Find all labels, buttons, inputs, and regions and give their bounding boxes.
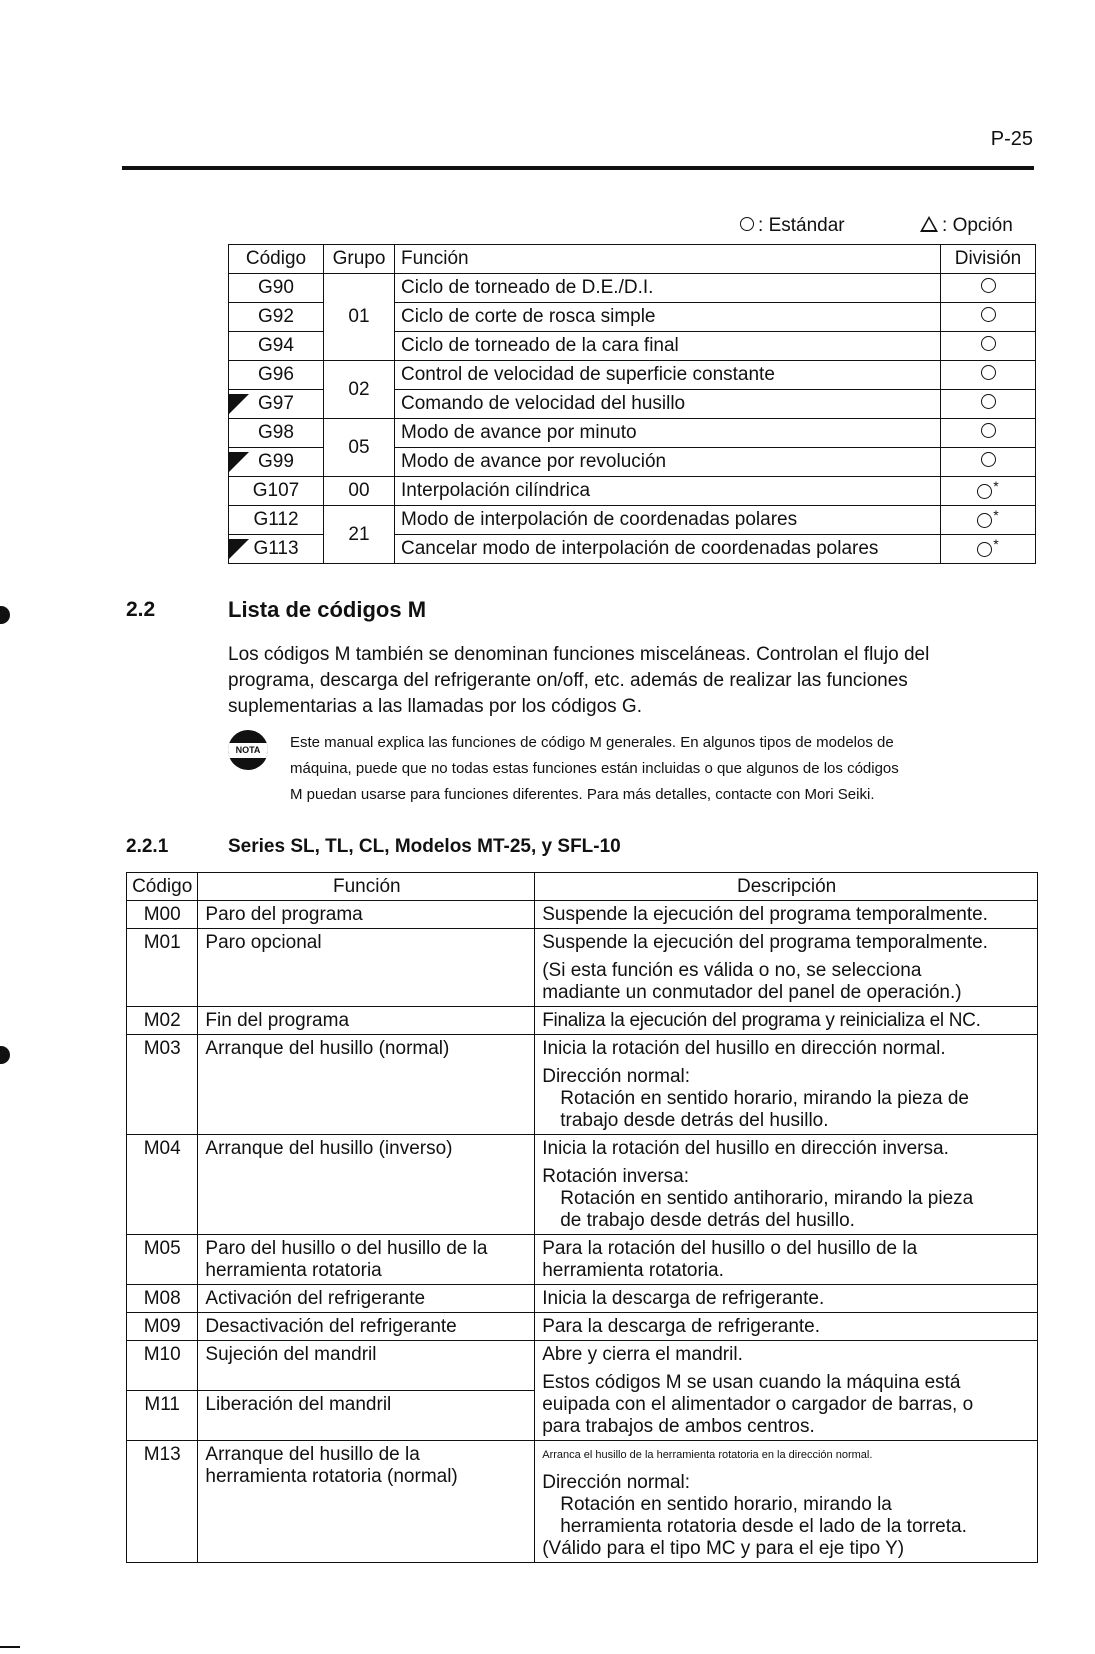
standard-circle-icon <box>981 394 996 409</box>
m-description: Para la descarga de refrigerante. <box>535 1313 1038 1341</box>
standard-circle-icon <box>981 365 996 380</box>
standard-circle-icon <box>981 423 996 438</box>
m-description: Suspende la ejecución del programa temporalmente. <box>535 901 1038 929</box>
g-division <box>941 506 1036 535</box>
g-function: Modo de interpolación de coordenadas polares <box>395 506 941 535</box>
m-code: M02 <box>127 1007 198 1035</box>
division-note-star: * <box>993 535 999 552</box>
header-description: Descripción <box>535 873 1038 901</box>
m-code: M01 <box>127 929 198 1007</box>
m-function: Sujeción del mandril <box>198 1341 535 1391</box>
note-line: M puedan usarse para funciones diferentes. Para más detalles, contacte con Mori Seiki. <box>290 786 875 803</box>
m-code-table <box>126 872 1038 1563</box>
m-function: Paro del husillo o del husillo de la herramienta rotatoria <box>198 1235 535 1285</box>
scan-hole-mark <box>0 606 10 624</box>
m-description: Suspende la ejecución del programa temporalmente. (Si esta función es válida o no, se selecciona madiante un conmutador del panel de operación.) <box>535 929 1038 1007</box>
g-code: G107 <box>229 477 324 506</box>
m-code: M03 <box>127 1035 198 1135</box>
table-row <box>127 1313 1038 1341</box>
initial-state-marker-icon <box>229 539 249 559</box>
g-division <box>941 477 1036 506</box>
m-function: Paro del programa <box>198 901 535 929</box>
g-function: Control de velocidad de superficie constante <box>395 361 941 390</box>
intro-line: suplementarias a las llamadas por los códigos G. <box>228 696 642 717</box>
g-code: G99 <box>258 451 294 472</box>
subsection-number: 2.2.1 <box>126 836 169 857</box>
g-code: G96 <box>229 361 324 390</box>
g-group: 02 <box>324 361 395 419</box>
legend-option: : Opción <box>920 215 1013 237</box>
initial-state-marker-icon <box>229 394 249 414</box>
g-division <box>941 274 1036 303</box>
table-row <box>127 1135 1038 1235</box>
m-description: Inicia la descarga de refrigerante. <box>535 1285 1038 1313</box>
standard-circle-icon <box>981 278 996 293</box>
standard-circle-icon <box>981 452 996 467</box>
subsection-title: Series SL, TL, CL, Modelos MT-25, y SFL-10 <box>228 836 621 857</box>
g-code-table <box>228 244 1036 564</box>
m-code: M09 <box>127 1313 198 1341</box>
g-code: G90 <box>229 274 324 303</box>
division-note-star: * <box>993 506 999 523</box>
g-code-cell <box>229 390 324 419</box>
note-line: máquina, puede que no todas estas funciones están incluidas o que algunos de los códigos <box>290 760 899 777</box>
note-line: Este manual explica las funciones de código M generales. En algunos tipos de modelos de <box>290 734 894 751</box>
intro-line: programa, descarga del refrigerante on/off, etc. además de realizar las funciones <box>228 670 908 691</box>
table-row <box>127 929 1038 1007</box>
standard-circle-icon <box>977 542 992 557</box>
page-number: P-25 <box>990 128 1033 150</box>
m-code: M04 <box>127 1135 198 1235</box>
m-function: Desactivación del refrigerante <box>198 1313 535 1341</box>
table-row <box>127 1341 1038 1391</box>
m-description: Finaliza la ejecución del programa y reinicializa el NC. <box>535 1007 1038 1035</box>
header-rule <box>122 166 1034 170</box>
g-division <box>941 361 1036 390</box>
table-row <box>229 361 1036 390</box>
table-row <box>127 1285 1038 1313</box>
legend-standard: : Estándar <box>740 215 845 237</box>
table-row <box>127 1441 1038 1563</box>
g-function: Modo de avance por revolución <box>395 448 941 477</box>
table-header-row <box>229 245 1036 274</box>
section-title: Lista de códigos M <box>228 597 427 622</box>
m-function: Activación del refrigerante <box>198 1285 535 1313</box>
g-group: 01 <box>324 274 395 361</box>
g-code: G98 <box>229 419 324 448</box>
m-description: Abre y cierra el mandril. Estos códigos M se usan cuando la máquina está euipada con el alimentador o cargador de barras, o para trabajos de ambos centros. <box>535 1341 1038 1441</box>
g-division <box>941 303 1036 332</box>
m-function: Arranque del husillo (normal) <box>198 1035 535 1135</box>
header-code: Código <box>229 245 324 274</box>
m-function: Liberación del mandril <box>198 1391 535 1441</box>
note-paragraph <box>290 730 1030 808</box>
g-function: Ciclo de corte de rosca simple <box>395 303 941 332</box>
g-function: Interpolación cilíndrica <box>395 477 941 506</box>
m-code: M05 <box>127 1235 198 1285</box>
table-row <box>127 1035 1038 1135</box>
m-function: Paro opcional <box>198 929 535 1007</box>
standard-circle-icon <box>977 484 992 499</box>
g-code: G112 <box>229 506 324 535</box>
scan-edge-mark <box>0 1646 20 1648</box>
header-function: Función <box>395 245 941 274</box>
header-function: Función <box>198 873 535 901</box>
g-division <box>941 448 1036 477</box>
table-header-row <box>127 873 1038 901</box>
m-description: Arranca el husillo de la herramienta rotatoria en la dirección normal. Dirección normal: Rotación en sentido horario, mirando la herramienta rotatoria desde el lado de la torreta. (Válido para el tipo MC y para el eje tipo Y) <box>535 1441 1038 1563</box>
m-code: M08 <box>127 1285 198 1313</box>
g-division <box>941 535 1036 564</box>
g-code-cell <box>229 535 324 564</box>
table-row <box>127 901 1038 929</box>
g-group: 05 <box>324 419 395 477</box>
section-number: 2.2 <box>126 598 156 621</box>
table-row <box>229 506 1036 535</box>
header-division: División <box>941 245 1036 274</box>
initial-state-marker-icon <box>229 452 249 472</box>
g-function: Comando de velocidad del husillo <box>395 390 941 419</box>
m-code: M11 <box>127 1391 198 1441</box>
g-function: Ciclo de torneado de D.E./D.I. <box>395 274 941 303</box>
standard-circle-icon <box>981 307 996 322</box>
m-function: Fin del programa <box>198 1007 535 1035</box>
g-division <box>941 390 1036 419</box>
m-code: M13 <box>127 1441 198 1563</box>
standard-circle-icon <box>981 336 996 351</box>
g-code: G97 <box>258 393 294 414</box>
header-group: Grupo <box>324 245 395 274</box>
g-function: Modo de avance por minuto <box>395 419 941 448</box>
intro-line: Los códigos M también se denominan funciones misceláneas. Controlan el flujo del <box>228 644 930 665</box>
g-code-cell <box>229 448 324 477</box>
g-group: 21 <box>324 506 395 564</box>
standard-circle-icon <box>977 513 992 528</box>
header-code: Código <box>127 873 198 901</box>
g-group: 00 <box>324 477 395 506</box>
m-code: M10 <box>127 1341 198 1391</box>
g-function: Cancelar modo de interpolación de coordenadas polares <box>395 535 941 564</box>
table-row <box>127 1235 1038 1285</box>
m-description: Inicia la rotación del husillo en dirección normal. Dirección normal: Rotación en sentido horario, mirando la pieza de trabajo desde detrás del husillo. <box>535 1035 1038 1135</box>
table-row <box>229 477 1036 506</box>
g-code: G113 <box>253 538 299 559</box>
intro-paragraph <box>228 642 1028 720</box>
table-row <box>229 274 1036 303</box>
g-division <box>941 332 1036 361</box>
g-code: G92 <box>229 303 324 332</box>
nota-icon <box>228 730 268 770</box>
nota-icon-label: NOTA <box>235 745 261 755</box>
table-row <box>127 1007 1038 1035</box>
m-code: M00 <box>127 901 198 929</box>
triangle-icon <box>920 216 938 232</box>
g-code: G94 <box>229 332 324 361</box>
m-description: Para la rotación del husillo o del husillo de la herramienta rotatoria. <box>535 1235 1038 1285</box>
division-note-star: * <box>993 477 999 494</box>
scan-hole-mark <box>0 1046 10 1064</box>
circle-icon <box>740 217 754 231</box>
g-function: Ciclo de torneado de la cara final <box>395 332 941 361</box>
m-function: Arranque del husillo de la herramienta rotatoria (normal) <box>198 1441 535 1563</box>
table-row <box>229 419 1036 448</box>
g-division <box>941 419 1036 448</box>
m-function: Arranque del husillo (inverso) <box>198 1135 535 1235</box>
m-description: Inicia la rotación del husillo en dirección inversa. Rotación inversa: Rotación en sentido antihorario, mirando la pieza de trabajo desde detrás del husillo. <box>535 1135 1038 1235</box>
